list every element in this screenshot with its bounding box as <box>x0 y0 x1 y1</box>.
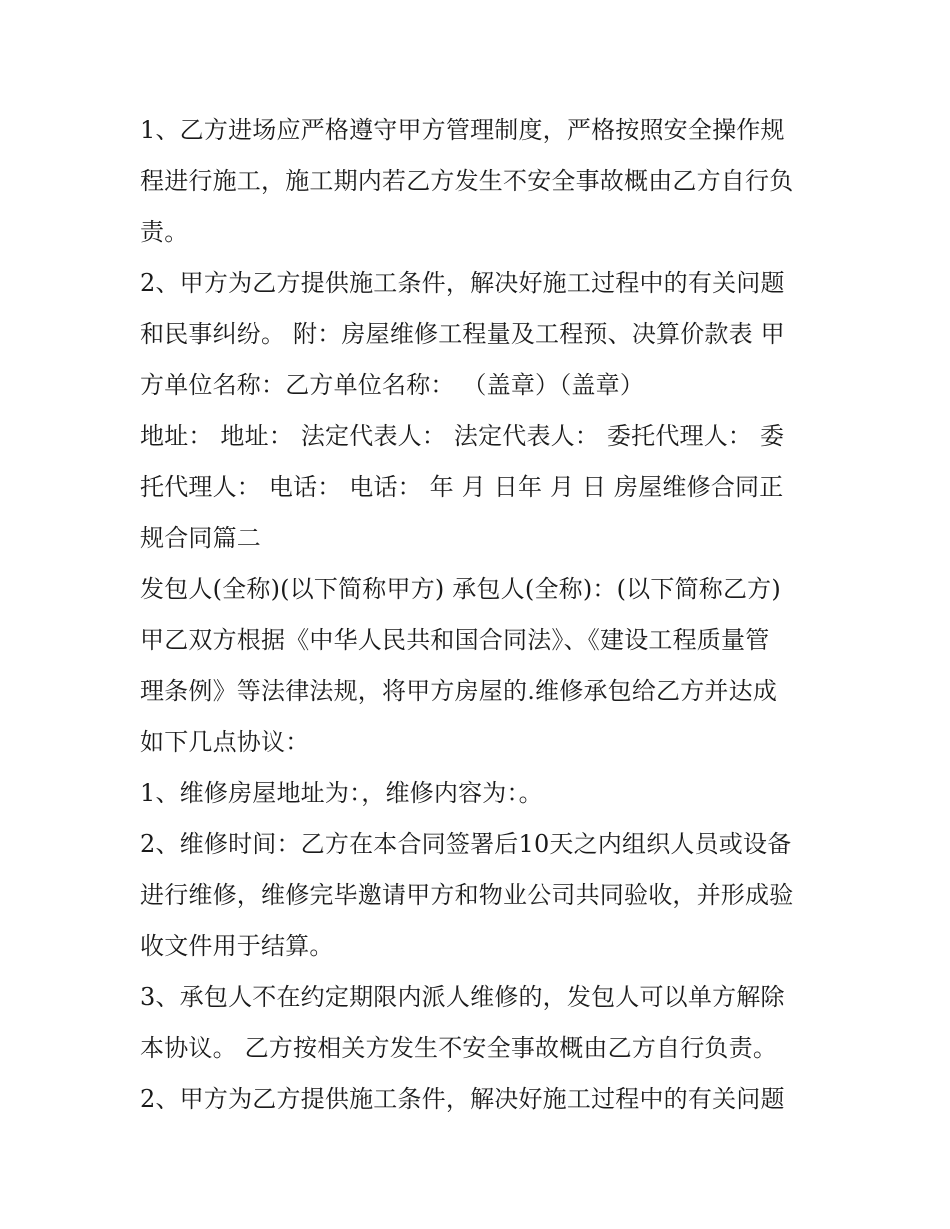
text-line: 地址： 地址： 法定代表人： 法定代表人： 委托代理人： 委 <box>140 422 785 450</box>
text-line: 程进行施工，施工期内若乙方发生不安全事故概由乙方自行负 <box>140 167 794 195</box>
text-line: 理条例》等法律法规，将甲方房屋的.维修承包给乙方并达成 <box>140 677 778 705</box>
text-line: 1、维修房屋地址为：，维修内容为：。 <box>140 779 543 807</box>
text-line: 如下几点协议： <box>140 728 310 756</box>
text-line: 本协议。 乙方按相关方发生不安全事故概由乙方自行负责。 <box>140 1034 778 1062</box>
text-line: 进行维修，维修完毕邀请甲方和物业公司共同验收，并形成验 <box>140 881 794 909</box>
text-line: 和民事纠纷。 附：房屋维修工程量及工程预、决算价款表 甲 <box>140 320 785 348</box>
text-line: 方单位名称：乙方单位名称： （盖章）（盖章） <box>140 371 645 399</box>
text-line: 甲乙双方根据《中华人民共和国合同法》、《建设工程质量管 <box>140 626 770 654</box>
text-line: 2、甲方为乙方提供施工条件，解决好施工过程中的有关问题 <box>140 269 785 297</box>
text-line: 3、承包人不在约定期限内派人维修的，发包人可以单方解除 <box>140 983 785 1011</box>
text-line: 1、乙方进场应严格遵守甲方管理制度，严格按照安全操作规 <box>140 116 785 144</box>
text-line: 收文件用于结算。 <box>140 932 334 960</box>
text-line: 发包人(全称)(以下简称甲方) 承包人(全称)：(以下简称乙方) <box>140 575 781 603</box>
text-line: 托代理人： 电话： 电话： 年 月 日年 月 日 房屋维修合同正 <box>140 473 784 501</box>
document-body <box>140 105 820 1125</box>
text-line: 2、甲方为乙方提供施工条件，解决好施工过程中的有关问题 <box>140 1085 785 1113</box>
section-title-line: 规合同篇二 <box>140 524 261 552</box>
text-line: 2、维修时间：乙方在本合同签署后10天之内组织人员或设备 <box>140 830 792 858</box>
text-line: 责。 <box>140 218 189 246</box>
